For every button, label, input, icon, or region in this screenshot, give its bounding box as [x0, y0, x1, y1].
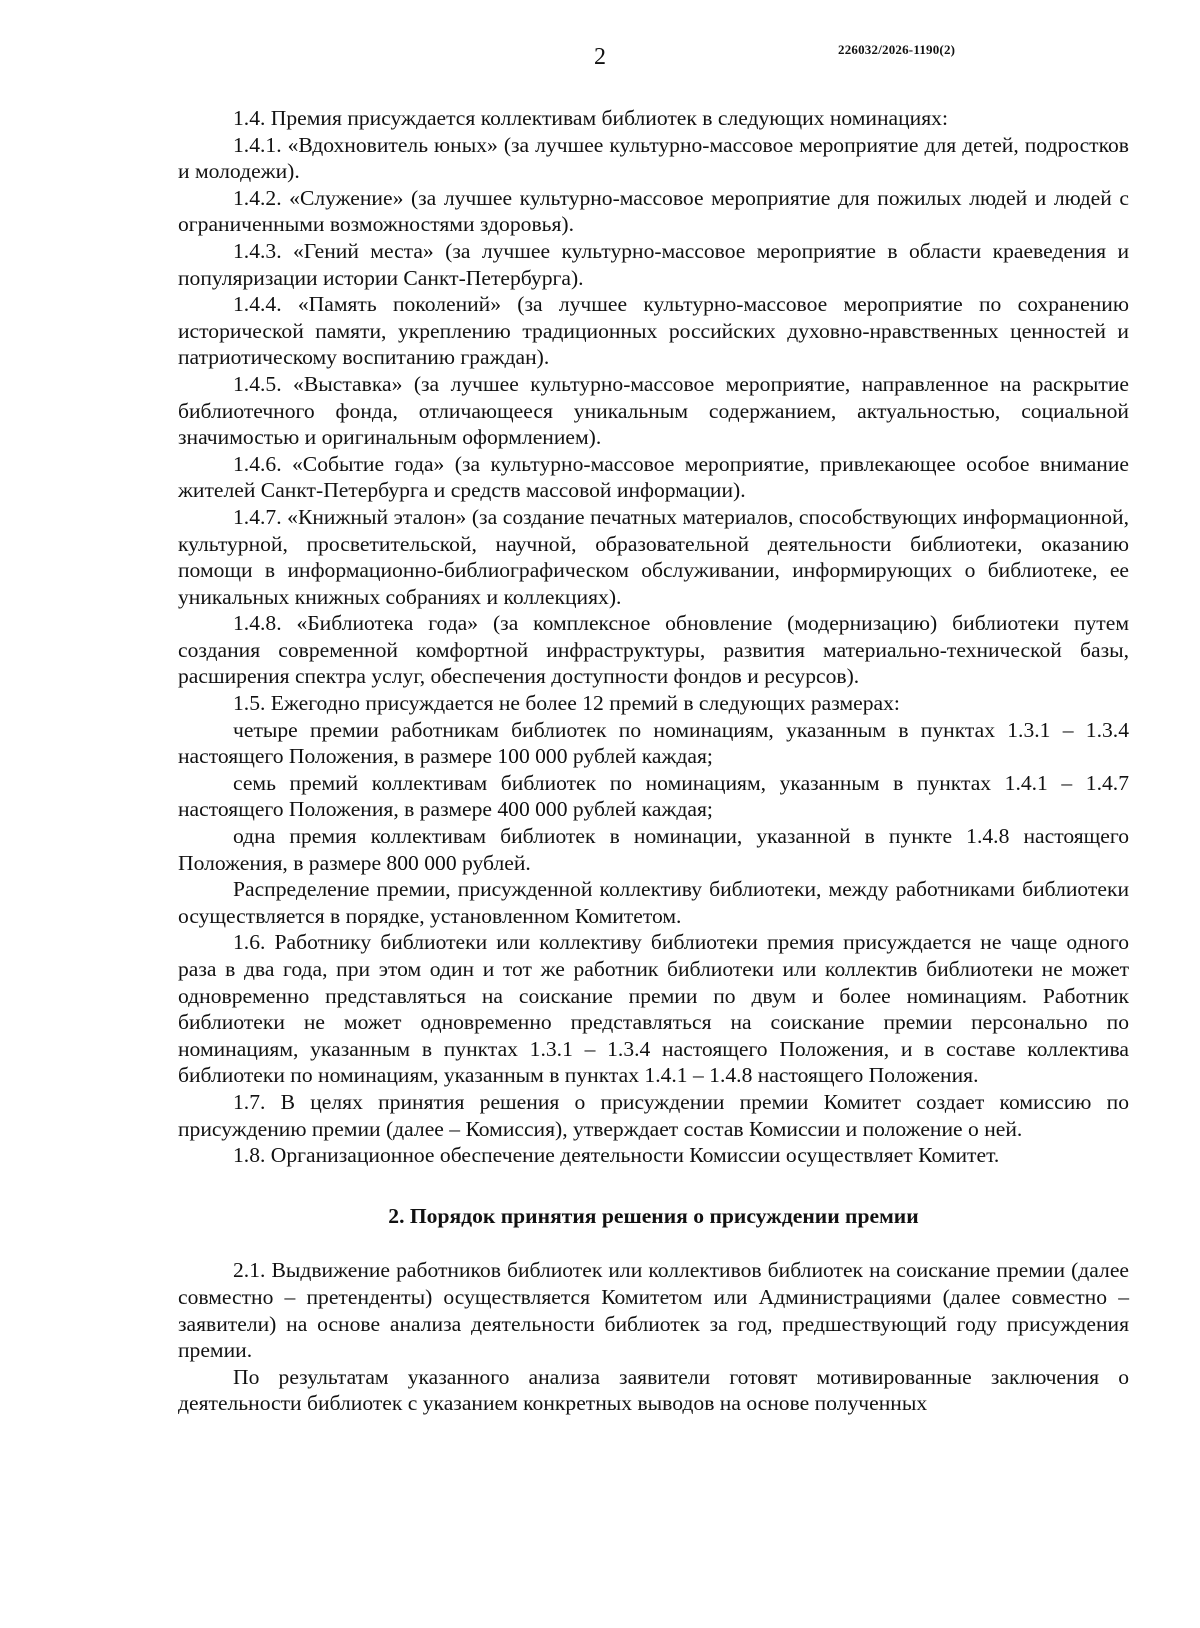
document-body: [178, 105, 1129, 1417]
paragraph-1-7: 1.7. В целях принятия решения о присуждении премии Комитет создает комиссию по присуждению премии (далее – Комиссия), утверждает состав Комиссии и положение о ней.: [178, 1089, 1129, 1141]
page-number: 2: [594, 44, 606, 70]
paragraph-1-4-8: 1.4.8. «Библиотека года» (за комплексное обновление (модернизацию) библиотеки путем создания современной комфортной инфраструктуры, развития материально-технической базы, расширения спектра услуг, обеспечения доступности фондов и ресурсов).: [178, 611, 1129, 689]
paragraph-2-1-continued: По результатам указанного анализа заявители готовят мотивированные заключения о деятельности библиотек с указанием конкретных выводов на основе полученных: [178, 1364, 1129, 1416]
paragraph-1-8: 1.8. Организационное обеспечение деятельности Комиссии осуществляет Комитет.: [233, 1143, 1000, 1168]
paragraph-1-4-1: 1.4.1. «Вдохновитель юных» (за лучшее культурно-массовое мероприятие для детей, подростков и молодежи).: [178, 132, 1129, 184]
section-2-heading: 2. Порядок принятия решения о присуждении премии: [388, 1203, 919, 1228]
paragraph-1-5-distribution: Распределение премии, присужденной коллективу библиотеки, между работниками библиотеки осуществляется в порядке, установленном Комитетом.: [178, 877, 1129, 928]
paragraph-1-5-item-1: четыре премии работникам библиотек по номинациям, указанным в пунктах 1.3.1 – 1.3.4 настоящего Положения, в размере 100 000 рублей каждая;: [178, 717, 1129, 769]
paragraph-1-5-item-3: одна премия коллективам библиотек в номинации, указанной в пункте 1.4.8 настоящего Положения, в размере 800 000 рублей.: [178, 824, 1129, 875]
paragraph-1-4-4: 1.4.4. «Память поколений» (за лучшее культурно-массовое мероприятие по сохранению исторической памяти, укреплению традиционных российских духовно-нравственных ценностей и патриотическому воспитанию граждан).: [178, 292, 1129, 370]
paragraph-1-5: 1.5. Ежегодно присуждается не более 12 премий в следующих размерах:: [233, 691, 900, 716]
paragraph-1-4-7: 1.4.7. «Книжный эталон» (за создание печатных материалов, способствующих информационной, культурной, просветительской, научной, образовательной деятельности библиотеки, оказанию помощи в информационно-библиографическом обслуживании, информирующих о библиотеке, ее уникальных книжных собраниях и коллекциях).: [178, 504, 1129, 609]
paragraph-1-6: 1.6. Работнику библиотеки или коллективу библиотеки премия присуждается не чаще одного раза в два года, при этом один и тот же работник библиотеки или коллектив библиотеки не может одновременно представляться на соискание премии по двум и более номинациям. Работник библиотеки не может одновременно представляться на соискание премии персонально по номинациям, указанным в пунктах 1.3.1 – 1.3.4 настоящего Положения, и в составе коллектива библиотеки по номинациям, указанным в пунктах 1.4.1 – 1.4.8 настоящего Положения.: [178, 930, 1129, 1088]
paragraph-2-1: 2.1. Выдвижение работников библиотек или коллективов библиотек на соискание премии (далее совместно – претенденты) осуществляется Комитетом или Администрациями (далее совместно – заявители) на основе анализа деятельности библиотек за год, предшествующий году присуждения премии.: [178, 1258, 1129, 1363]
paragraph-1-4-5: 1.4.5. «Выставка» (за лучшее культурно-массовое мероприятие, направленное на раскрытие библиотечного фонда, отличающееся уникальным содержанием, актуальностью, социальной значимостью и оригинальным оформлением).: [178, 371, 1129, 450]
paragraph-1-4-2: 1.4.2. «Служение» (за лучшее культурно-массовое мероприятие для пожилых людей и людей с ограниченными возможностями здоровья).: [178, 185, 1129, 237]
paragraph-1-5-item-2: семь премий коллективам библиотек по номинациям, указанным в пунктах 1.4.1 – 1.4.7 настоящего Положения, в размере 400 000 рублей каждая;: [178, 770, 1129, 822]
paragraph-1-4-3: 1.4.3. «Гений места» (за лучшее культурно-массовое мероприятие в области краеведения и популяризации истории Санкт-Петербурга).: [178, 238, 1129, 290]
paragraph-1-4-6: 1.4.6. «Событие года» (за культурно-массовое мероприятие, привлекающее особое внимание жителей Санкт-Петербурга и средств массовой информации).: [178, 451, 1129, 503]
document-id: 226032/2026-1190(2): [838, 42, 956, 57]
paragraph-1-4: 1.4. Премия присуждается коллективам библиотек в следующих номинациях:: [233, 106, 948, 130]
